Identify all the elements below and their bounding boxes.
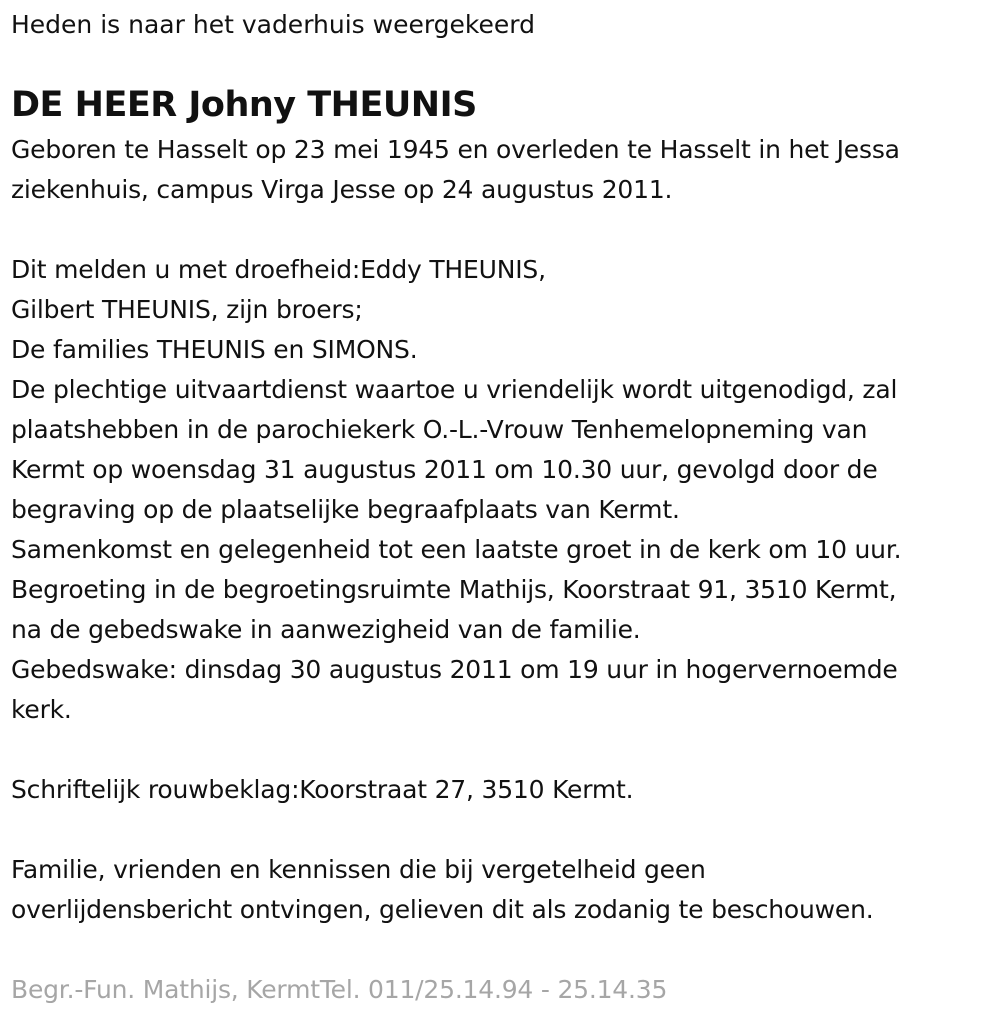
condolence-address: Schriftelijk rouwbeklag:Koorstraat 27, 3510 Kermt. [11, 775, 634, 804]
spacer [11, 210, 990, 250]
birth-line-2: ziekenhuis, campus Virga Jesse op 24 augustus 2011. [11, 175, 673, 204]
service-details [11, 370, 990, 730]
spacer [11, 730, 990, 770]
funeral-home-footer: Begr.-Fun. Mathijs, KermtTel. 011/25.14.94 - 25.14.35 [11, 975, 668, 1004]
service-line-7: na de gebedswake in aanwezigheid van de familie. [11, 615, 641, 644]
service-line-9: kerk. [11, 695, 72, 724]
spacer [11, 810, 990, 850]
service-line-4: begraving op de plaatselijke begraafplaats van Kermt. [11, 495, 680, 524]
service-line-2: plaatshebben in de parochiekerk O.-L.-Vrouw Tenhemelopneming van [11, 415, 868, 444]
service-line-8: Gebedswake: dinsdag 30 augustus 2011 om 19 uur in hogervernoemde [11, 655, 898, 684]
family-line-1: Dit melden u met droefheid:Eddy THEUNIS, [11, 255, 546, 284]
closing-line-1: Familie, vrienden en kennissen die bij vergetelheid geen [11, 855, 706, 884]
closing-line-2: overlijdensbericht ontvingen, gelieven dit als zodanig te beschouwen. [11, 895, 874, 924]
family-line-3: De families THEUNIS en SIMONS. [11, 335, 418, 364]
service-line-5: Samenkomst en gelegenheid tot een laatste groet in de kerk om 10 uur. [11, 535, 902, 564]
service-line-3: Kermt op woensdag 31 augustus 2011 om 10.30 uur, gevolgd door de [11, 455, 878, 484]
birth-line-1: Geboren te Hasselt op 23 mei 1945 en overleden te Hasselt in het Jessa [11, 135, 900, 164]
spacer [11, 930, 990, 970]
service-line-6: Begroeting in de begroetingsruimte Mathijs, Koorstraat 91, 3510 Kermt, [11, 575, 897, 604]
family-announcement [11, 250, 990, 370]
family-line-2: Gilbert THEUNIS, zijn broers; [11, 295, 363, 324]
closing-note [11, 850, 990, 930]
birth-death-info [11, 130, 990, 210]
intro-text: Heden is naar het vaderhuis weergekeerd [11, 10, 535, 39]
deceased-name: DE HEER Johny THEUNIS [11, 85, 477, 125]
service-line-1: De plechtige uitvaartdienst waartoe u vriendelijk wordt uitgenodigd, zal [11, 375, 898, 404]
